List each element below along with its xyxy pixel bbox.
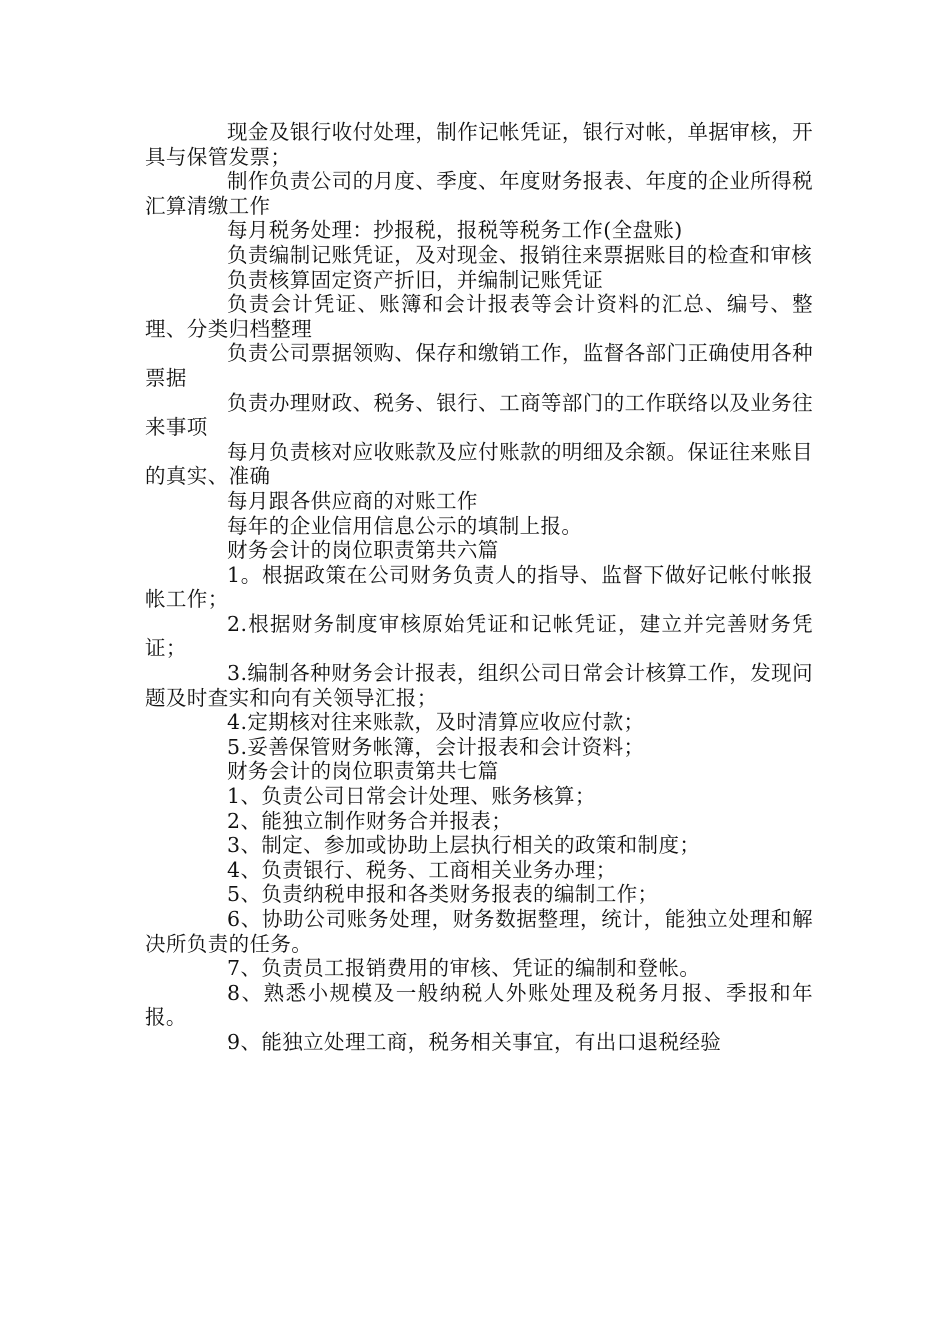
list-item: 3.编制各种财务会计报表，组织公司日常会计核算工作，发现问题及时查实和向有关领导汇报； xyxy=(145,661,813,710)
paragraph: 负责编制记账凭证，及对现金、报销往来票据账目的检查和审核 xyxy=(227,242,813,267)
paragraph: 每月负责核对应收账款及应付账款的明细及余额。保证往来账目的真实、准确 xyxy=(145,439,813,489)
list-item: 2、能独立制作财务合并报表； xyxy=(227,808,513,833)
list-item: 1。根据政策在公司财务负责人的指导、监督下做好记帐付帐报帐工作； xyxy=(145,562,813,612)
paragraph: 制作负责公司的月度、季度、年度财务报表、年度的企业所得税汇算清缴工作 xyxy=(145,169,813,218)
list-item: 5、负责纳税申报和各类财务报表的编制工作； xyxy=(227,882,659,907)
paragraph: 负责会计凭证、账簿和会计报表等会计资料的汇总、编号、整理、分类归档整理 xyxy=(145,292,813,341)
list-item: 4、负责银行、税务、工商相关业务办理； xyxy=(227,857,617,882)
paragraph: 负责核算固定资产折旧，并编制记账凭证 xyxy=(227,267,604,292)
list-item: 5.妥善保管财务帐簿，会计报表和会计资料； xyxy=(227,734,645,759)
list-item: 8、熟悉小规模及一般纳税人外账处理及税务月报、季报和年报。 xyxy=(145,980,813,1030)
list-item: 2.根据财务制度审核原始凭证和记帐凭证，建立并完善财务凭证； xyxy=(145,611,813,661)
list-item: 6、协助公司账务处理，财务数据整理，统计，能独立处理和解决所负责的任务。 xyxy=(145,907,813,956)
paragraph: 每年的企业信用信息公示的填制上报。 xyxy=(227,513,583,538)
list-item: 9、能独立处理工商，税务相关事宜，有出口退税经验 xyxy=(227,1029,722,1054)
paragraph: 每月税务处理：抄报税，报税等税务工作(全盘账) xyxy=(227,218,683,243)
paragraph: 现金及银行收付处理，制作记帐凭证，银行对帐，单据审核，开具与保管发票； xyxy=(145,120,813,169)
document-body xyxy=(145,120,813,1055)
paragraph: 负责办理财政、税务、银行、工商等部门的工作联络以及业务往来事项 xyxy=(145,390,813,440)
section-heading: 财务会计的岗位职责第共七篇 xyxy=(227,759,499,784)
paragraph: 负责公司票据领购、保存和缴销工作，监督各部门正确使用各种票据 xyxy=(145,341,813,390)
section-heading: 财务会计的岗位职责第共六篇 xyxy=(227,538,499,563)
list-item: 4.定期核对往来账款，及时清算应收应付款； xyxy=(227,710,645,735)
list-item: 1、负责公司日常会计处理、账务核算； xyxy=(227,784,596,809)
list-item: 3、制定、参加或协助上层执行相关的政策和制度； xyxy=(227,833,701,858)
paragraph: 每月跟各供应商的对账工作 xyxy=(227,488,478,513)
list-item: 7、负责员工报销费用的审核、凭证的编制和登帐。 xyxy=(227,956,701,981)
